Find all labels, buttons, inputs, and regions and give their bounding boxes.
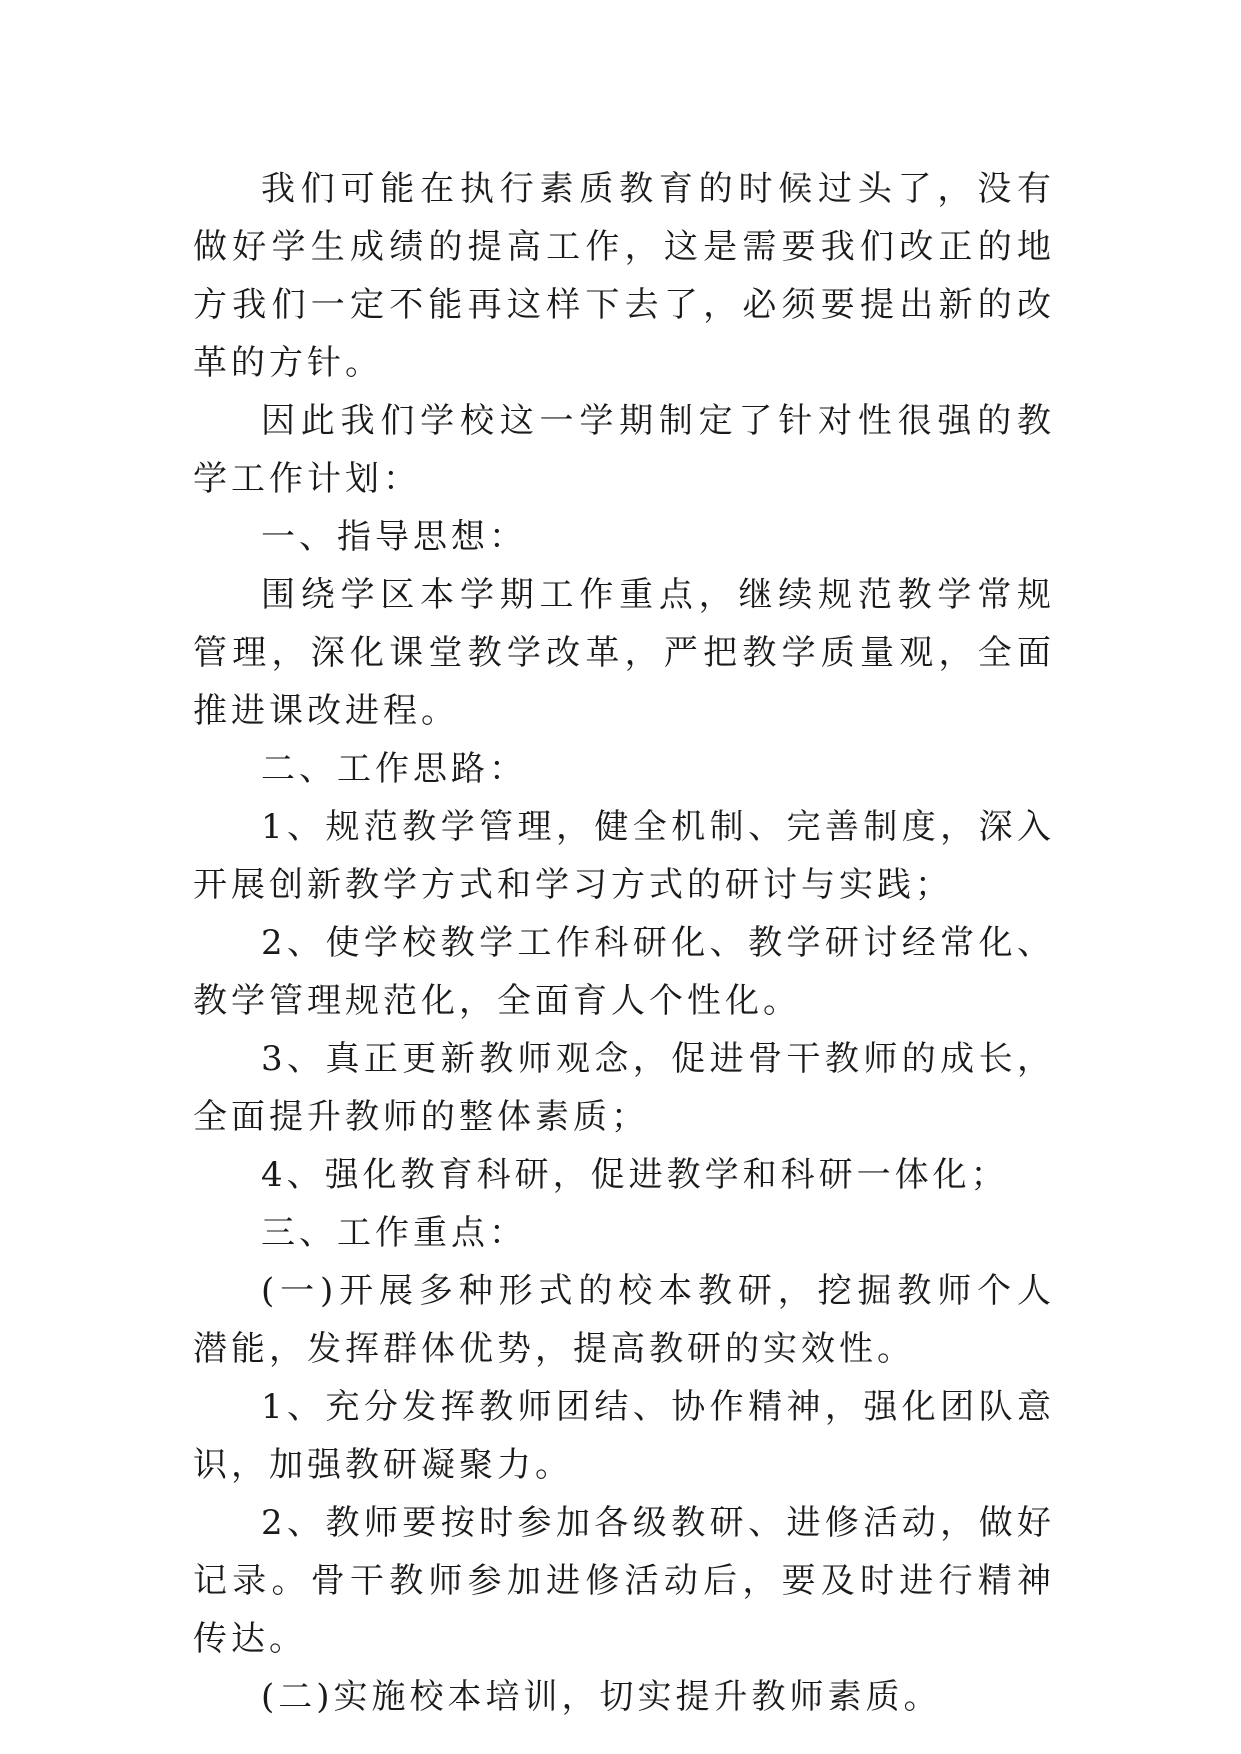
list-item-approach-4: 4、强化教育科研，促进教学和科研一体化； [261, 1155, 1009, 1195]
heading-work-approach: 二、工作思路： [261, 749, 527, 789]
paragraph-guiding-ideology: 围绕学区本学期工作重点，继续规范教学常规管理，深化课堂教学改革，严把教学质量观，全面推进课改进程。 [193, 575, 1055, 731]
heading-guiding-ideology: 一、指导思想： [261, 517, 527, 557]
subheading-school-training: (二)实施校本培训，切实提升教师素质。 [261, 1677, 942, 1717]
list-item-approach-1: 1、规范教学管理，健全机制、完善制度，深入开展创新教学方式和学习方式的研讨与实践； [193, 807, 1055, 905]
subheading-school-research: (一)开展多种形式的校本教研，挖掘教师个人潜能，发挥群体优势，提高教研的实效性。 [193, 1271, 1055, 1369]
list-item-focus-2: 2、教师要按时参加各级教研、进修活动，做好记录。骨干教师参加进修活动后，要及时进行精神传达。 [193, 1503, 1055, 1659]
list-item-approach-2: 2、使学校教学工作科研化、教学研讨经常化、教学管理规范化，全面育人个性化。 [193, 923, 1055, 1021]
list-item-approach-3: 3、真正更新教师观念，促进骨干教师的成长，全面提升教师的整体素质； [193, 1039, 1055, 1137]
paragraph-intro: 我们可能在执行素质教育的时候过头了，没有做好学生成绩的提高工作，这是需要我们改正的地方我们一定不能再这样下去了，必须要提出新的改革的方针。 [193, 169, 1055, 383]
heading-work-focus: 三、工作重点： [261, 1213, 527, 1253]
document-body [193, 160, 1055, 1726]
paragraph-plan-statement: 因此我们学校这一学期制定了针对性很强的教学工作计划： [193, 401, 1055, 499]
list-item-focus-1: 1、充分发挥教师团结、协作精神，强化团队意识，加强教研凝聚力。 [193, 1387, 1055, 1485]
